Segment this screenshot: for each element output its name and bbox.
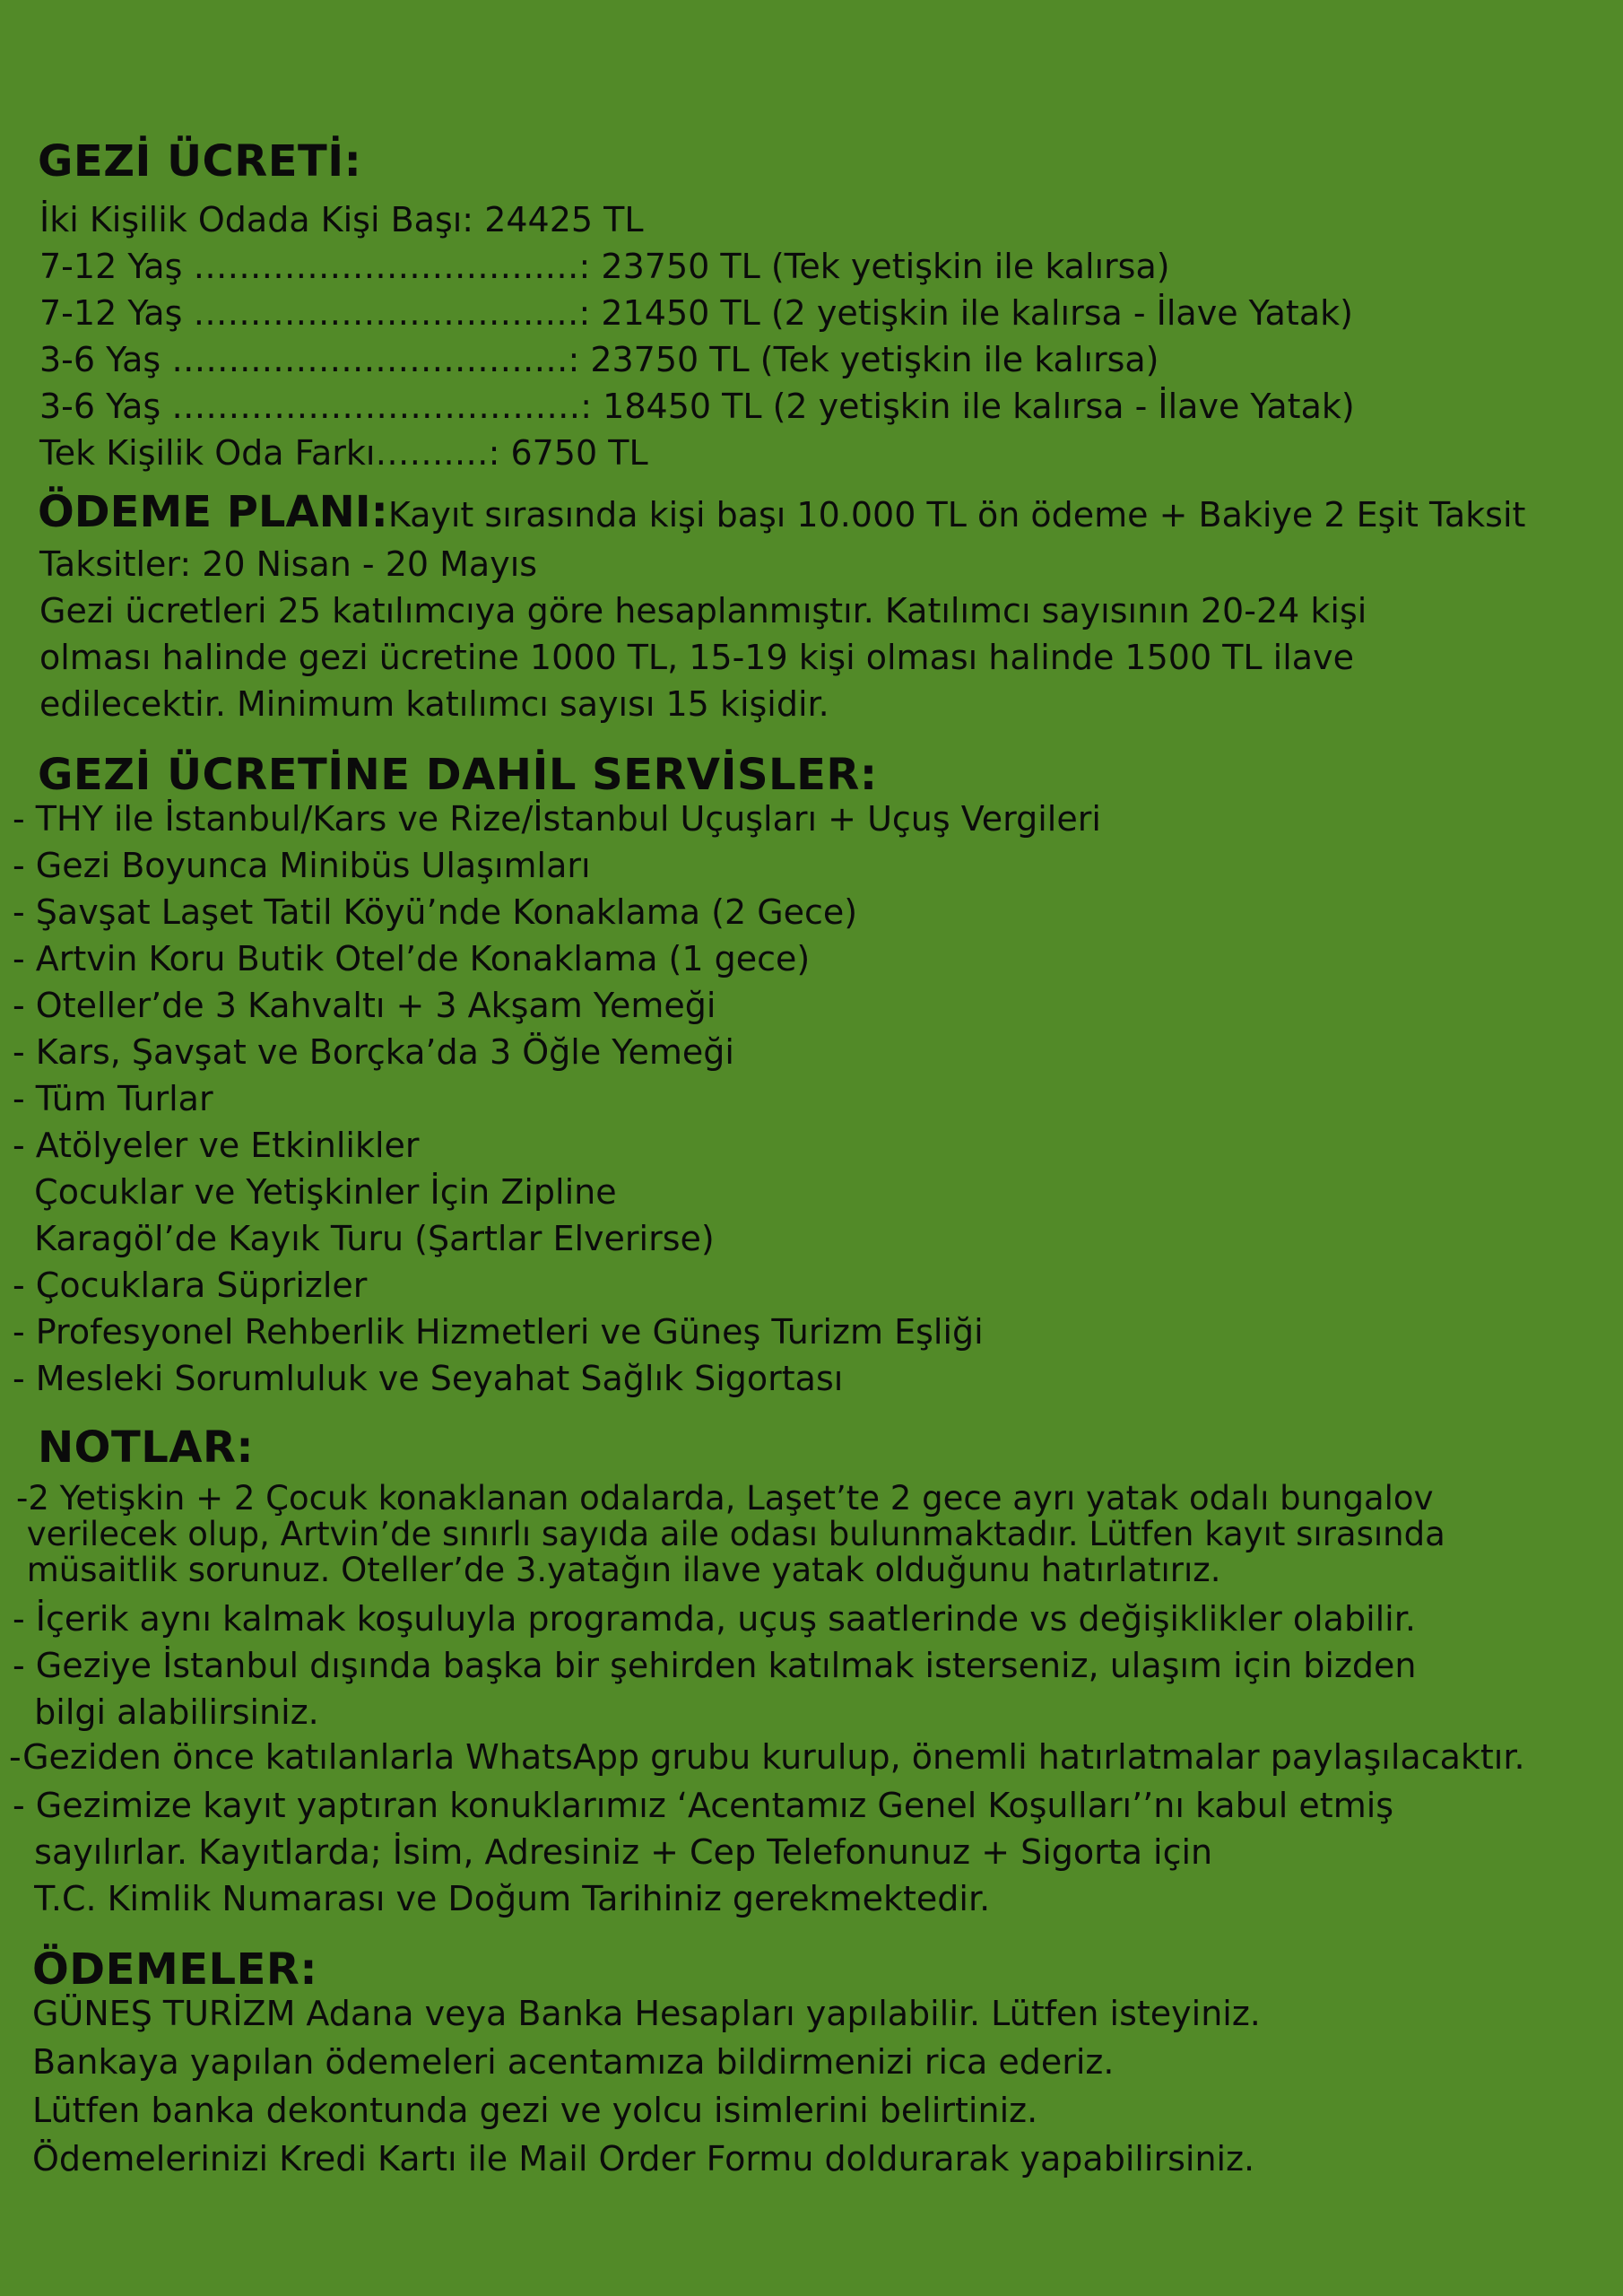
- service-item: - Şavşat Laşet Tatil Köyü’nde Konaklama (2 Gece): [13, 892, 858, 932]
- service-item: - Oteller’de 3 Kahvaltı + 3 Akşam Yemeği: [13, 986, 716, 1025]
- fee-heading: GEZİ ÜCRETİ:: [38, 136, 362, 187]
- note-item: müsaitlik sorunuz. Oteller’de 3.yatağın ilave yatak olduğunu hatırlatırız.: [16, 1551, 1221, 1589]
- service-item: - Profesyonel Rehberlik Hizmetleri ve Güneş Turizm Eşliği: [13, 1312, 984, 1352]
- note-item: -Geziden önce katılanlarla WhatsApp grubu kurulup, önemli hatırlatmalar paylaşılacaktır.: [9, 1737, 1525, 1777]
- service-item: - Kars, Şavşat ve Borçka’da 3 Öğle Yemeği: [13, 1032, 734, 1072]
- payments-text: Lütfen banka dekontunda gezi ve yolcu isimlerini belirtiniz.: [32, 2091, 1038, 2130]
- service-item: - Gezi Boyunca Minibüs Ulaşımları: [13, 846, 591, 885]
- payment-plan-heading: ÖDEME PLANI:: [38, 487, 388, 537]
- payment-plan-first-line: Kayıt sırasında kişi başı 10.000 TL ön ödeme + Bakiye 2 Eşit Taksit: [387, 495, 1526, 535]
- payment-plan-text: olması halinde gezi ücretine 1000 TL, 15-19 kişi olması halinde 1500 TL ilave: [39, 638, 1354, 677]
- service-item: Karagöl’de Kayık Turu (Şartlar Elverirse): [13, 1219, 715, 1258]
- note-item: bilgi alabilirsiniz.: [13, 1692, 319, 1732]
- note-item: - Gezimize kayıt yaptıran konuklarımız ‘Acentamız Genel Koşulları’’nı kabul etmiş: [13, 1786, 1394, 1825]
- service-item: - Mesleki Sorumluluk ve Seyahat Sağlık Sigortası: [13, 1359, 844, 1398]
- note-item: sayılırlar. Kayıtlarda; İsim, Adresiniz + Cep Telefonunuz + Sigorta için: [13, 1832, 1213, 1872]
- payment-plan-text: Taksitler: 20 Nisan - 20 Mayıs: [39, 544, 538, 584]
- service-item: - Çocuklara Süprizler: [13, 1265, 368, 1305]
- note-item: - Geziye İstanbul dışında başka bir şehirden katılmak isterseniz, ulaşım için bizden: [13, 1646, 1417, 1685]
- note-item: T.C. Kimlik Numarası ve Doğum Tarihiniz gerekmektedir.: [13, 1879, 991, 1918]
- payments-heading: ÖDEMELER:: [32, 1944, 318, 1995]
- service-item: - Artvin Koru Butik Otel’de Konaklama (1 gece): [13, 939, 811, 978]
- fee-row: 3-6 Yaş ……..………………………: 23750 TL (Tek yetişkin ile kalırsa): [39, 340, 1159, 379]
- notes-heading: NOTLAR:: [38, 1422, 255, 1473]
- service-item: - THY ile İstanbul/Kars ve Rize/İstanbul Uçuşları + Uçuş Vergileri: [13, 799, 1101, 839]
- payments-text: Ödemelerinizi Kredi Kartı ile Mail Order Formu doldurarak yapabilirsiniz.: [32, 2139, 1255, 2179]
- service-item: - Tüm Turlar: [13, 1079, 213, 1118]
- services-heading: GEZİ ÜCRETİNE DAHİL SERVİSLER:: [38, 750, 878, 800]
- payment-plan-text: Gezi ücretleri 25 katılımcıya göre hesaplanmıştır. Katılımcı sayısının 20-24 kişi: [39, 591, 1367, 631]
- note-item: - İçerik aynı kalmak koşuluyla programda, uçuş saatlerinde vs değişiklikler olabilir.: [13, 1599, 1416, 1639]
- fee-row: 7-12 Yaş ………………………….…: 23750 TL (Tek yetişkin ile kalırsa): [39, 247, 1170, 286]
- fee-row: 7-12 Yaş ………………………….…: 21450 TL (2 yetişkin ile kalırsa - İlave Yatak): [39, 293, 1353, 333]
- note-item: -2 Yetişkin + 2 Çocuk konaklanan odalarda, Laşet’te 2 gece ayrı yatak odalı bungalov: [16, 1479, 1434, 1518]
- payment-plan-line: [38, 487, 1526, 537]
- fee-row: 3-6 Yaş ………………………………: 18450 TL (2 yetişkin ile kalırsa - İlave Yatak): [39, 387, 1355, 426]
- service-item: - Atölyeler ve Etkinlikler: [13, 1126, 420, 1165]
- payments-text: GÜNEŞ TURİZM Adana veya Banka Hesapları yapılabilir. Lütfen isteyiniz.: [32, 1994, 1261, 2033]
- payments-text: Bankaya yapılan ödemeleri acentamıza bildirmenizi rica ederiz.: [32, 2042, 1115, 2082]
- service-item: Çocuklar ve Yetişkinler İçin Zipline: [13, 1172, 617, 1212]
- fee-row: İki Kişilik Odada Kişi Başı: 24425 TL: [39, 200, 644, 239]
- payment-plan-text: edilecektir. Minimum katılımcı sayısı 15 kişidir.: [39, 684, 829, 724]
- fee-row: Tek Kişilik Oda Farkı…….…: 6750 TL: [39, 433, 648, 473]
- note-item: verilecek olup, Artvin’de sınırlı sayıda aile odası bulunmaktadır. Lütfen kayıt sırasında: [16, 1515, 1445, 1553]
